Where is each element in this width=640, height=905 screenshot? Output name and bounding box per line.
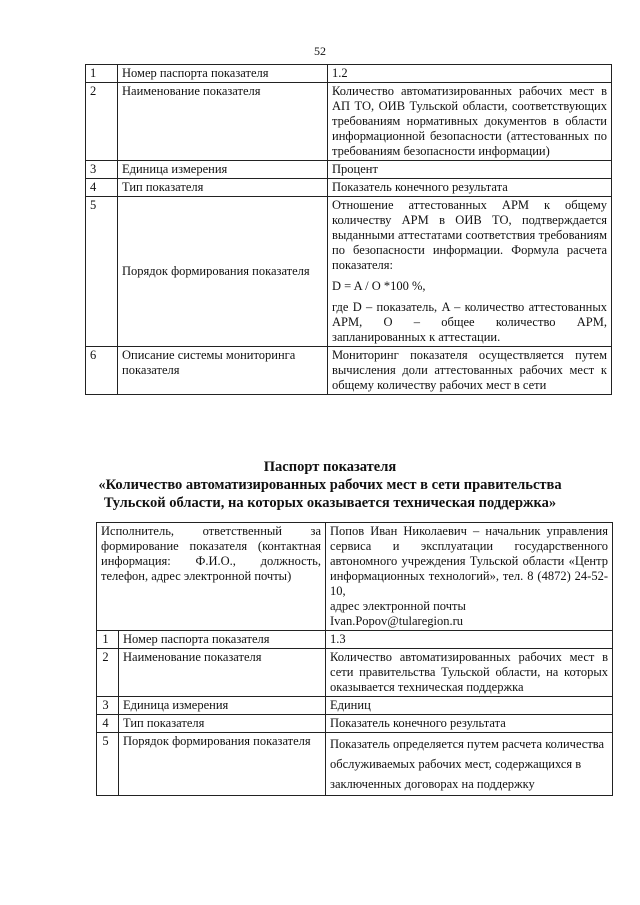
row-value (328, 197, 612, 347)
row-number: 4 (86, 179, 118, 197)
row-number: 1 (97, 631, 119, 649)
table-row (97, 631, 613, 649)
row-number: 2 (86, 83, 118, 161)
row-label: Тип показателя (118, 179, 328, 197)
row-label: Номер паспорта показателя (119, 631, 326, 649)
row-number: 4 (97, 715, 119, 733)
row-number: 1 (86, 65, 118, 83)
title-line: Тульской области, на которых оказывается техническая поддержка» (103, 495, 557, 511)
row-number: 5 (86, 197, 118, 347)
row-label: Номер паспорта показателя (118, 65, 328, 83)
executor-value (326, 523, 613, 631)
row-value: Показатель конечного результата (326, 715, 613, 733)
row-value: Процент (328, 161, 612, 179)
row-value: Показатель конечного результата (328, 179, 612, 197)
table-row (97, 697, 613, 715)
table-row (97, 715, 613, 733)
row-value: 1.2 (328, 65, 612, 83)
row-value: Единиц (326, 697, 613, 715)
executor-text: Попов Иван Николаевич – начальник управления сервиса и эксплуатации государственного автономного учреждения Тульской области «Центр информационных технологий», тел. 8 (4872) 24-52-10, (330, 524, 608, 598)
row-label: Наименование показателя (119, 649, 326, 697)
row-value: Количество автоматизированных рабочих мест в АП ТО, ОИВ Тульской области, соответствующих требованиям нормативных документов в области информационной безопасности (аттестованных по требованиям безопасности информации) (328, 83, 612, 161)
row-number: 3 (97, 697, 119, 715)
row-label: Единица измерения (118, 161, 328, 179)
table-row (97, 733, 613, 796)
passport-title (40, 458, 620, 512)
table-row (86, 197, 612, 347)
executor-email: Ivan.Popov@tularegion.ru (330, 614, 464, 628)
table-row (86, 347, 612, 395)
table-row (97, 523, 613, 631)
row-label: Описание системы мониторинга показателя (118, 347, 328, 395)
row-number: 5 (97, 733, 119, 796)
table-row (86, 83, 612, 161)
value-paragraph: Формула расчета показателя: (332, 243, 608, 272)
row-label: Наименование показателя (118, 83, 328, 161)
table-row (97, 649, 613, 697)
indicator-passport-table-1-3 (96, 522, 613, 796)
row-label: Порядок формирования показателя (119, 733, 326, 796)
table-row (86, 179, 612, 197)
table-row (86, 65, 612, 83)
executor-email-label: адрес электронной почты (330, 599, 466, 613)
row-value: Показатель определяется путем расчета количества обслуживаемых рабочих мест, содержащихся в заключенных договорах на поддержку (326, 733, 613, 796)
indicator-passport-table-1-2 (85, 64, 612, 395)
value-paragraph: Отношение аттестованных АРМ к общему количеству АРМ в ОИВ ТО, подтверждается выданными аттестатами соответствия требованиям по безопасности информации. (332, 198, 607, 257)
title-line: «Количество автоматизированных рабочих мест в сети правительства (98, 477, 562, 493)
row-value: Мониторинг показателя осуществляется путем вычисления доли аттестованных рабочих мест к общему количеству рабочих мест в сети (328, 347, 612, 395)
formula: D = A / O *100 %, (332, 279, 426, 293)
title-line: Паспорт показателя (263, 459, 397, 475)
row-number: 6 (86, 347, 118, 395)
row-label: Порядок формирования показателя (118, 197, 328, 347)
row-value: 1.3 (326, 631, 613, 649)
page-number: 52 (314, 44, 326, 58)
row-number: 3 (86, 161, 118, 179)
row-value: Количество автоматизированных рабочих мест в сети правительства Тульской области, на которых оказывается техническая поддержка (326, 649, 613, 697)
row-number: 2 (97, 649, 119, 697)
row-label: Единица измерения (119, 697, 326, 715)
executor-label: Исполнитель, ответственный за формирование показателя (контактная информация: Ф.И.О., должность, телефон, адрес электронной почты) (97, 523, 326, 631)
value-paragraph: где D – показатель, A – количество аттестованных АРМ, O – общее количество АРМ, запланированных к аттестации. (332, 300, 607, 344)
table-row (86, 161, 612, 179)
row-label: Тип показателя (119, 715, 326, 733)
